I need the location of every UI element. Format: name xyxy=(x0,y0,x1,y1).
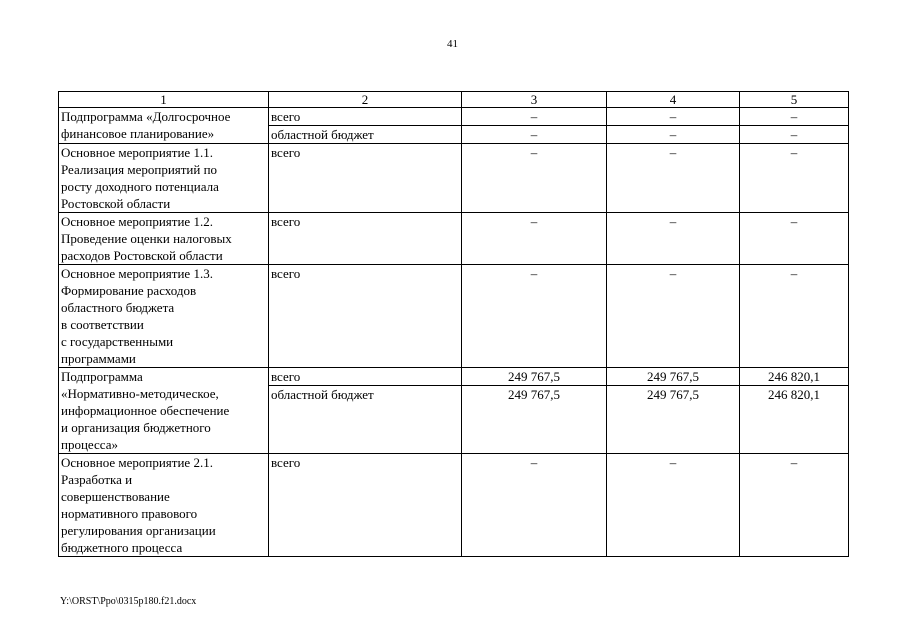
value-col-4: – xyxy=(607,454,740,557)
name-line: с государственными xyxy=(61,334,174,349)
name-line: финансовое планирование» xyxy=(61,126,215,141)
value-col-3: – xyxy=(462,213,607,265)
name-line: Ростовской области xyxy=(61,196,171,211)
name-line: совершенствование xyxy=(61,489,170,504)
page-number: 41 xyxy=(447,38,458,50)
program-name-cell xyxy=(59,213,269,265)
name-line: Основное мероприятие 1.3. xyxy=(61,266,213,281)
table-row xyxy=(59,108,849,126)
value-col-3: 249 767,5 xyxy=(462,386,607,454)
funding-type-cell: всего xyxy=(269,213,462,265)
table-row xyxy=(59,454,849,557)
value-col-5: – xyxy=(740,108,849,126)
budget-table xyxy=(58,91,849,557)
name-line: областного бюджета xyxy=(61,300,175,315)
name-line: Реализация мероприятий по xyxy=(61,162,218,177)
value-col-4: – xyxy=(607,144,740,213)
name-line: Основное мероприятие 1.1. xyxy=(61,145,213,160)
value-col-4: – xyxy=(607,126,740,144)
table-header-row xyxy=(59,92,849,108)
table-row xyxy=(59,265,849,368)
name-line: Разработка и xyxy=(61,472,133,487)
header-col-5: 5 xyxy=(740,92,849,108)
name-line: расходов Ростовской области xyxy=(61,248,223,263)
value-col-3: – xyxy=(462,144,607,213)
name-line: Проведение оценки налоговых xyxy=(61,231,232,246)
value-col-3: – xyxy=(462,454,607,557)
name-line: Формирование расходов xyxy=(61,283,197,298)
name-line: Основное мероприятие 2.1. xyxy=(61,455,213,470)
value-col-5: – xyxy=(740,454,849,557)
name-line: Подпрограмма xyxy=(61,369,143,384)
name-line: регулирования организации xyxy=(61,523,216,538)
name-line: нормативного правового xyxy=(61,506,198,521)
name-line: программами xyxy=(61,351,136,366)
header-col-4: 4 xyxy=(607,92,740,108)
table-row xyxy=(59,144,849,213)
program-name-cell xyxy=(59,265,269,368)
value-col-3: – xyxy=(462,108,607,126)
program-name-cell xyxy=(59,108,269,144)
program-name-cell xyxy=(59,454,269,557)
value-col-5: 246 820,1 xyxy=(740,386,849,454)
file-path-footer: Y:\ORST\Ppo\0315p180.f21.docx xyxy=(60,596,197,607)
value-col-5: – xyxy=(740,265,849,368)
table-row xyxy=(59,213,849,265)
name-line: процесса» xyxy=(61,437,118,452)
funding-type-cell: областной бюджет xyxy=(269,126,462,144)
funding-type-cell: всего xyxy=(269,265,462,368)
value-col-4: 249 767,5 xyxy=(607,386,740,454)
funding-type-cell: всего xyxy=(269,454,462,557)
value-col-4: 249 767,5 xyxy=(607,368,740,386)
program-name-cell xyxy=(59,368,269,454)
table-row xyxy=(59,368,849,386)
value-col-5: – xyxy=(740,213,849,265)
funding-type-cell: всего xyxy=(269,368,462,386)
value-col-3: – xyxy=(462,265,607,368)
header-col-1: 1 xyxy=(59,92,269,108)
value-col-4: – xyxy=(607,108,740,126)
value-col-5: – xyxy=(740,144,849,213)
name-line: «Нормативно-методическое, xyxy=(61,386,219,401)
value-col-5: 246 820,1 xyxy=(740,368,849,386)
value-col-4: – xyxy=(607,213,740,265)
name-line: в соответствии xyxy=(61,317,144,332)
funding-type-cell: всего xyxy=(269,108,462,126)
name-line: бюджетного процесса xyxy=(61,540,183,555)
name-line: Основное мероприятие 1.2. xyxy=(61,214,213,229)
program-name-cell xyxy=(59,144,269,213)
funding-type-cell: областной бюджет xyxy=(269,386,462,454)
header-col-2: 2 xyxy=(269,92,462,108)
value-col-3: 249 767,5 xyxy=(462,368,607,386)
name-line: и организация бюджетного xyxy=(61,420,211,435)
name-line: Подпрограмма «Долгосрочное xyxy=(61,109,231,124)
name-line: росту доходного потенциала xyxy=(61,179,219,194)
name-line: информационное обеспечение xyxy=(61,403,230,418)
funding-type-cell: всего xyxy=(269,144,462,213)
header-col-3: 3 xyxy=(462,92,607,108)
value-col-4: – xyxy=(607,265,740,368)
value-col-3: – xyxy=(462,126,607,144)
value-col-5: – xyxy=(740,126,849,144)
